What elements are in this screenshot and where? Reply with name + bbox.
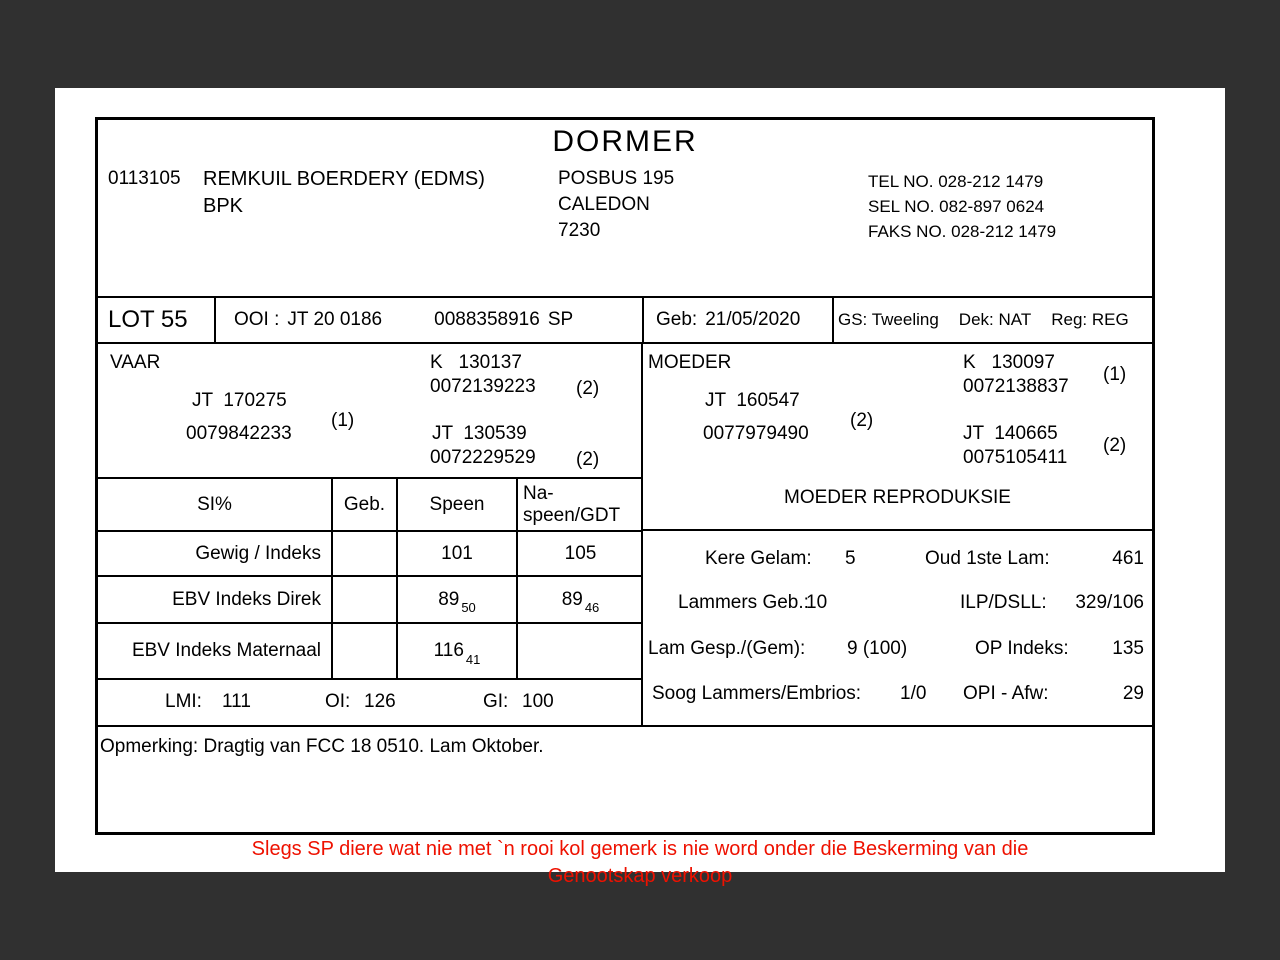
grandsire1-note: (2) [576,378,600,399]
index-summary-row [98,680,643,725]
naspeen-value [518,577,643,622]
rep-value: 1/0 [900,683,927,704]
member-number: 0113105 [108,168,181,189]
row-label: Gewig / Indeks [98,532,333,575]
rep-value: 329/106 [1075,592,1144,613]
geb-value [333,624,398,678]
row-label: EBV Indeks Direk [98,577,333,622]
rep-label: Lammers Geb.: [678,592,809,613]
address-line-3: 7230 [558,220,601,241]
granddam1-reg: 0072138837 [963,376,1069,397]
table-row [98,532,643,577]
table-row [98,577,643,624]
speen-value: 101 [398,532,518,575]
gi-label: GI: [483,691,509,712]
grandsire1-id: K 130137 [430,352,522,373]
rep-value: 9 (100) [847,638,908,659]
speen-value [398,577,518,622]
rep-value: 135 [1112,638,1144,659]
birthdate-value: 21/05/2020 [705,309,801,330]
naspeen-header-line2: speen/GDT [523,504,621,526]
disclaimer-line-1: Slegs SP diere wat nie met `n rooi kol gemerk is nie word onder die Beskerming van die [251,838,1029,860]
rep-label: Oud 1ste Lam: [925,548,1050,569]
contact-details [868,169,1056,244]
dam-section-label: MOEDER [648,352,732,373]
lmi-value: 111 [222,691,251,712]
grandsire2-id: JT 130539 [432,423,527,444]
lmi-label: LMI: [165,691,202,712]
birthdate-cell [644,298,834,342]
naspeen-value [518,624,643,678]
rep-value: 29 [1122,683,1144,704]
si-header: SI% [98,479,333,530]
disclaimer-line-2: Genootskap verkoop [547,865,733,887]
lot-header-row [98,296,1152,344]
rep-label: OP Indeks: [975,638,1069,659]
birth-status: GS: Tweeling [838,310,939,329]
speen-accuracy: 50 [461,600,476,615]
postal-address [558,166,674,244]
speen-index: 116 [433,640,464,661]
granddam2-reg: 0075105411 [963,447,1068,468]
grandsire1-reg: 0072139223 [430,376,536,397]
speen-index: 89 [438,588,460,610]
remarks-text: Opmerking: Dragtig van FCC 18 0510. Lam Oktober. [100,736,544,757]
gi-value: 100 [522,691,554,712]
reproduction-title-rule [643,529,1152,531]
registration-status: Reg: REG [1051,310,1129,329]
si-table-header-row [98,479,643,532]
animal-flag: SP [547,309,574,330]
dam-note: (2) [850,410,874,431]
animal-id-cell [216,298,644,342]
oi-value: 126 [364,691,396,712]
speen-accuracy: 41 [465,651,481,667]
farm-name-line1: REMKUIL BOERDERY (EDMS) [203,168,485,190]
row-label: EBV Indeks Maternaal [98,624,333,678]
tel-number: TEL NO. 028-212 1479 [868,172,1044,191]
lot-catalog-card [95,117,1155,835]
dam-reg: 0077979490 [703,423,809,444]
geb-header: Geb. [333,479,398,530]
mating-type: Dek: NAT [958,310,1032,329]
reproduction-row [643,638,1152,664]
birthdate-label: Geb: [656,309,698,330]
animal-id: JT 20 0186 [287,309,383,330]
reproduction-row [643,592,1152,618]
remarks-row [98,725,1152,832]
fax-number: FAKS NO. 028-212 1479 [868,222,1057,241]
document-page [55,88,1225,887]
granddam2-note: (2) [1103,435,1127,456]
address-line-2: CALEDON [558,194,650,215]
speen-header: Speen [398,479,518,530]
rep-label: ILP/DSLL: [960,592,1047,613]
sire-reg: 0079842233 [186,423,292,444]
grandsire2-note: (2) [576,449,600,470]
sire-id: JT 170275 [192,390,287,411]
naspeen-header [518,479,643,530]
lot-number: LOT 55 [98,298,216,342]
reproduction-row [643,683,1152,709]
sire-note: (1) [331,410,355,431]
naspeen-index: 89 [561,588,583,610]
oi-label: OI: [325,691,351,712]
birth-status-cell [834,298,1152,342]
rep-value: 461 [1112,548,1144,569]
farm-name-line2: BPK [203,195,244,217]
table-row [98,624,643,680]
rep-label: Soog Lammers/Embrios: [652,683,862,704]
rep-value: 5 [845,548,856,569]
rep-label: OPI - Afw: [963,683,1049,704]
sire-section-label: VAAR [110,352,161,373]
granddam1-note: (1) [1103,364,1127,385]
naspeen-value: 105 [564,542,597,564]
geb-value [333,577,398,622]
animal-registration: 0088358916 [434,309,540,330]
address-line-1: POSBUS 195 [558,168,675,189]
cell-number: SEL NO. 082-897 0624 [868,197,1045,216]
dam-id: JT 160547 [705,390,800,411]
animal-type-label: OOI : [234,309,280,330]
granddam1-id: K 130097 [963,352,1055,373]
grandsire2-reg: 0072229529 [430,447,536,468]
rep-value: 10 [806,592,828,613]
speen-value [398,624,518,678]
breed-title: DORMER [552,125,698,158]
naspeen-accuracy: 46 [584,600,600,615]
si-index-table [98,477,643,725]
reproduction-title: MOEDER REPRODUKSIE [784,487,1011,508]
naspeen-header-line1: Na- [523,482,554,504]
geb-value [333,532,398,575]
granddam2-id: JT 140665 [963,423,1058,444]
reproduction-row [643,548,1152,574]
rep-label: Kere Gelam: [705,548,812,569]
rep-label: Lam Gesp./(Gem): [648,638,806,659]
